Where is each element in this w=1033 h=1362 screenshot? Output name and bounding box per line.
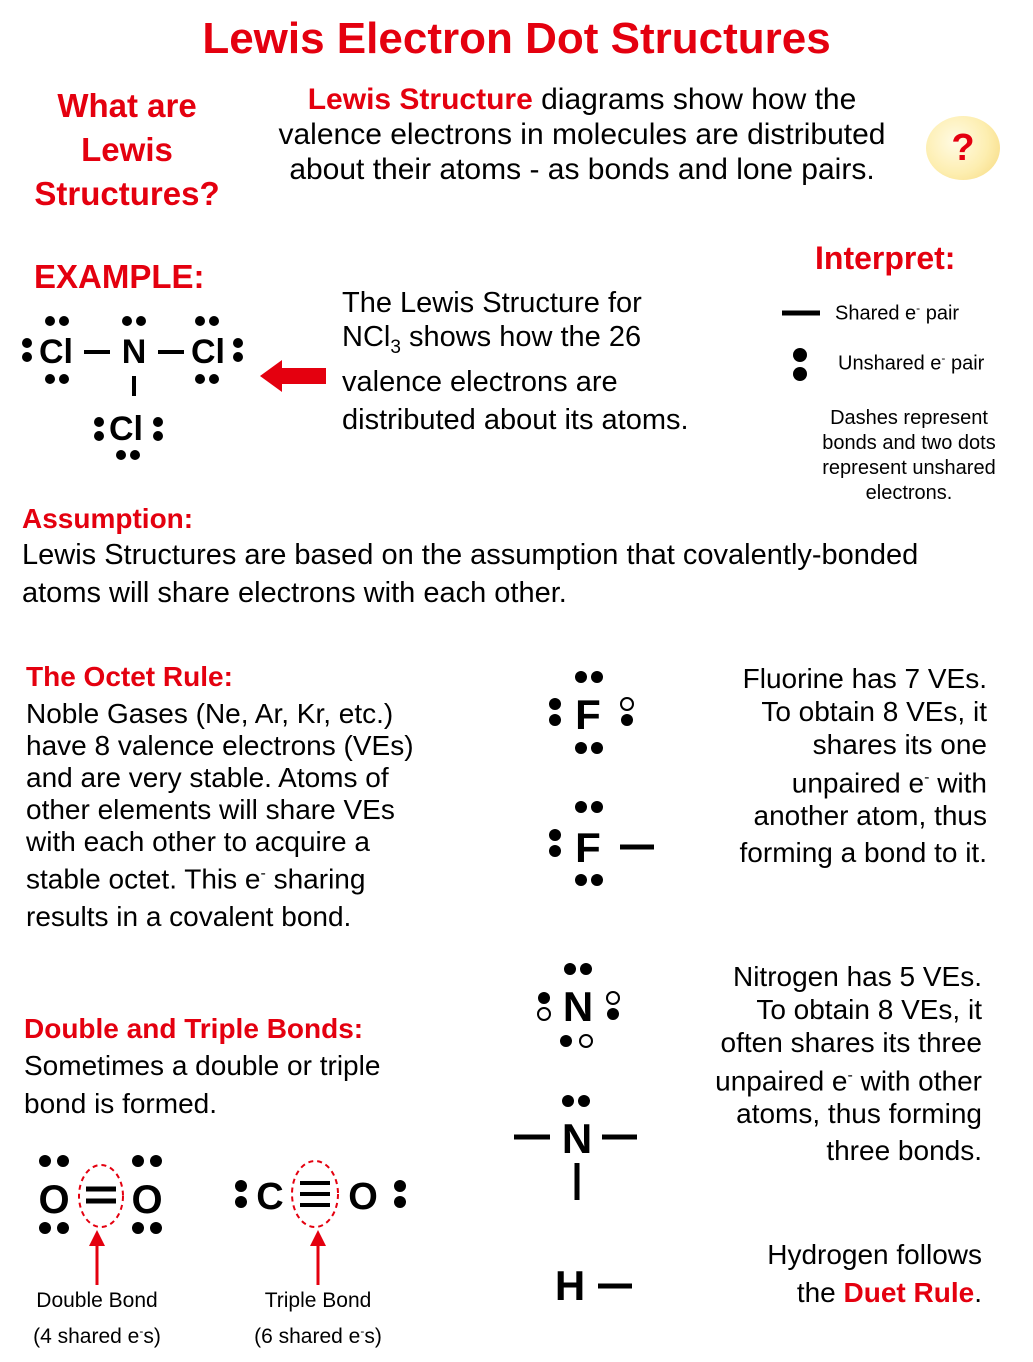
bonds-line: bond is formed. xyxy=(24,1088,217,1119)
formula-ncl: NCl xyxy=(342,321,391,353)
red-arrow-icon xyxy=(260,360,326,392)
double-bond-sub-end: s) xyxy=(143,1325,161,1348)
atom-n-bonded: N xyxy=(561,1115,593,1162)
legend-shared-label xyxy=(835,301,959,326)
triple-bond-sublabel xyxy=(233,1316,403,1352)
double-bond-sublabel xyxy=(12,1316,182,1352)
nitrogen-line xyxy=(672,1059,982,1097)
triple-bond-sup: - xyxy=(360,1324,365,1338)
intro-line xyxy=(252,82,912,117)
fluorine-line: shares its one xyxy=(812,729,987,760)
octet-line: Noble Gases (Ne, Ar, Kr, etc.) xyxy=(26,698,394,729)
dots-legend-icon xyxy=(793,348,807,381)
atom-h: H xyxy=(554,1262,586,1309)
nitrogen-line: three bonds. xyxy=(826,1135,982,1167)
hydrogen-line-text: the xyxy=(796,1277,844,1308)
octet-line: other elements will share VEs xyxy=(26,794,395,825)
bonds-line: Sometimes a double or triple xyxy=(24,1050,381,1081)
atom-c: C xyxy=(256,1176,284,1218)
atom-o-left: O xyxy=(38,1178,70,1222)
atom-o-co: O xyxy=(348,1176,378,1218)
atom-n-lone: N xyxy=(562,983,594,1030)
triple-bond-sub-text: (6 shared e xyxy=(254,1325,361,1348)
page-title: Lewis Electron Dot Structures xyxy=(202,14,831,63)
octet-line-text-end: sharing xyxy=(265,863,366,895)
octet-line: with each other to acquire a xyxy=(26,826,370,857)
ncl3-structure xyxy=(22,316,243,460)
nitrogen-line: often shares its three xyxy=(720,1027,982,1058)
assumption-text xyxy=(22,536,1022,612)
intro-highlight: Lewis Structure xyxy=(307,83,533,116)
legend-unshared-text: Unshared e xyxy=(838,352,942,375)
atom-o-right: O xyxy=(131,1178,163,1222)
atom-n: N xyxy=(121,333,147,371)
example-line: valence electrons are xyxy=(342,365,618,398)
nitrogen-line-text: unpaired e xyxy=(715,1065,848,1097)
nitrogen-line: To obtain 8 VEs, it xyxy=(756,994,982,1025)
bonds-text xyxy=(24,1047,474,1123)
double-bond-sup: - xyxy=(139,1324,144,1338)
o2-double-bond xyxy=(38,1155,162,1285)
note-line: Dashes represent xyxy=(830,407,988,429)
note-line: electrons. xyxy=(865,482,953,504)
assumption-line: Lewis Structures are based on the assumption that covalently-bonded xyxy=(22,539,919,571)
nitrogen-line: atoms, thus forming xyxy=(736,1098,982,1130)
duet-rule-highlight: Duet Rule xyxy=(843,1277,975,1308)
formula-subscript: 3 xyxy=(390,336,401,358)
legend-shared-sup: - xyxy=(916,301,921,315)
octet-sup: - xyxy=(260,865,266,882)
nitrogen-line: Nitrogen has 5 VEs. xyxy=(732,961,982,992)
fluorine-line: To obtain 8 VEs, it xyxy=(761,696,987,727)
intro-line: about their atoms - as bonds and lone pairs. xyxy=(289,153,875,186)
atom-f-bonded: F xyxy=(575,824,601,871)
octet-heading: The Octet Rule: xyxy=(26,661,233,692)
triple-bond-caption xyxy=(233,1286,403,1352)
example-line xyxy=(342,320,742,365)
question-icon: ? xyxy=(926,116,1000,180)
triple-bond-sub-end: s) xyxy=(364,1325,382,1348)
double-bond-sub-text: (4 shared e xyxy=(33,1325,140,1348)
note-line: represent unshared xyxy=(822,457,996,479)
octet-line: results in a covalent bond. xyxy=(26,901,352,933)
hydrogen-line-end: . xyxy=(974,1277,982,1308)
octet-line-text: stable octet. This e xyxy=(26,863,261,895)
legend-shared-text: Shared e xyxy=(835,302,917,325)
fluorine-line: forming a bond to it. xyxy=(739,837,987,869)
assumption-line: atoms will share electrons with each other. xyxy=(22,577,567,609)
note-line: bonds and two dots xyxy=(822,432,996,454)
legend-unshared-text-end: pair xyxy=(945,352,985,375)
atom-f: F xyxy=(575,691,601,738)
fluorine-line-text: unpaired e xyxy=(791,767,925,799)
what-heading-line: Lewis xyxy=(81,131,173,168)
legend-unshared-sup: - xyxy=(941,351,946,365)
nitrogen-atom xyxy=(538,963,619,1047)
legend-unshared-label xyxy=(838,351,984,376)
intro-text xyxy=(252,82,912,187)
fluorine-line-text-end: with xyxy=(929,767,987,799)
atom-cl-bottom: Cl xyxy=(109,410,143,448)
intro-line: valence electrons in molecules are distributed xyxy=(278,118,886,151)
example-heading: EXAMPLE: xyxy=(34,258,205,295)
hydrogen-line: Hydrogen follows xyxy=(767,1239,982,1270)
assumption-heading: Assumption: xyxy=(22,503,194,534)
fluorine-atom xyxy=(549,671,633,754)
example-line: distributed about its atoms. xyxy=(342,403,689,436)
nitrogen-text xyxy=(672,960,982,1167)
atom-cl-right: Cl xyxy=(191,333,225,371)
fluorine-sup: - xyxy=(924,769,930,786)
what-heading-line: Structures? xyxy=(34,175,220,212)
octet-line: and are very stable. Atoms of xyxy=(26,762,389,793)
octet-line xyxy=(26,858,496,895)
bonds-heading: Double and Triple Bonds: xyxy=(24,1013,364,1044)
nitrogen-sup: - xyxy=(847,1067,853,1084)
what-heading xyxy=(22,84,232,216)
hydrogen-bonded xyxy=(555,1262,632,1309)
nitrogen-bonded xyxy=(514,1095,637,1200)
legend-shared-text-end: pair xyxy=(920,302,960,325)
co-triple-bond xyxy=(235,1161,406,1285)
octet-line: have 8 valence electrons (VEs) xyxy=(26,730,414,761)
example-line-rest: shows how the 26 xyxy=(400,321,642,353)
nitrogen-line-text-end: with other xyxy=(852,1065,982,1097)
triple-bond-label: Triple Bond xyxy=(264,1289,372,1312)
interpret-heading: Interpret: xyxy=(815,240,956,276)
double-bond-label: Double Bond xyxy=(36,1289,158,1312)
atom-cl-left: Cl xyxy=(39,333,73,371)
fluorine-text xyxy=(690,662,987,869)
fluorine-bonded xyxy=(549,801,654,886)
intro-line-rest: diagrams show how the xyxy=(532,83,857,116)
hydrogen-text xyxy=(690,1236,982,1312)
fluorine-line: Fluorine has 7 VEs. xyxy=(742,663,987,694)
octet-text xyxy=(26,698,496,933)
fluorine-line xyxy=(690,761,987,799)
fluorine-line: another atom, thus xyxy=(753,800,987,832)
double-bond-caption xyxy=(12,1286,182,1352)
what-heading-line: What are xyxy=(57,87,197,124)
example-line: The Lewis Structure for xyxy=(342,287,642,319)
hydrogen-line xyxy=(690,1274,982,1312)
interpret-note xyxy=(800,406,1018,506)
example-text xyxy=(342,286,742,437)
